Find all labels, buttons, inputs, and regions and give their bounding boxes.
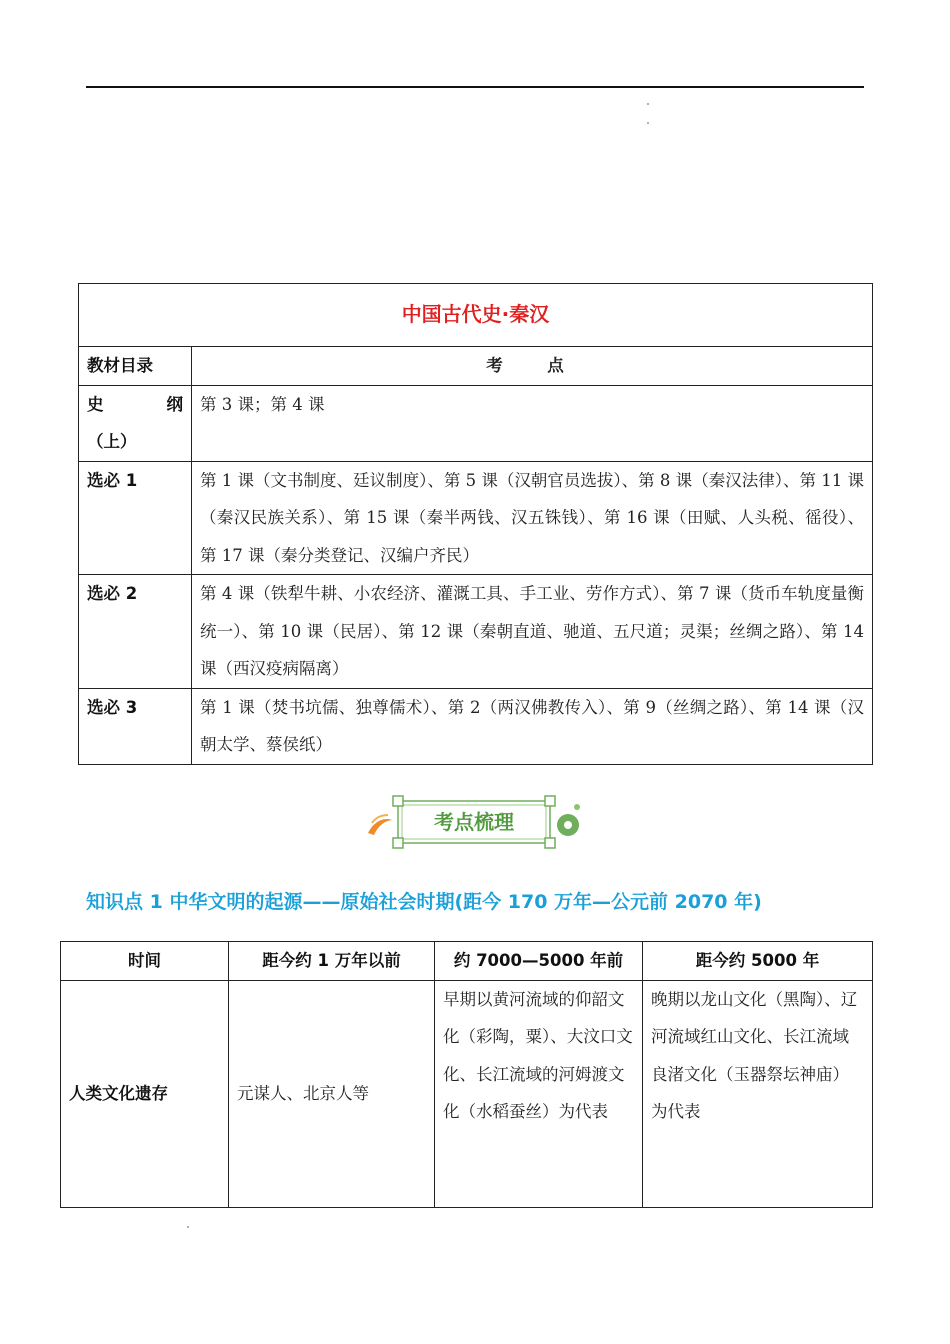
row-label: 人类文化遗存 xyxy=(61,980,229,1207)
table-row xyxy=(79,461,873,575)
row-content: 第 4 课（铁犁牛耕、小农经济、灌溉工具、手工业、劳作方式）、第 7 课（货币车轨度量衡统一）、第 10 课（民居）、第 12 课（秦朝直道、驰道、五尺道；灵渠；丝绸之路）、第 14 课（西汉疫病隔离） xyxy=(192,575,873,689)
row-content: 第 1 课（焚书坑儒、独尊儒术）、第 2（两汉佛教传入）、第 9（丝绸之路）、第 14 课（汉朝太学、蔡侯纸） xyxy=(192,688,873,764)
speck xyxy=(647,122,649,124)
table-title: 中国古代史·秦汉 xyxy=(79,284,873,347)
header-rule xyxy=(86,86,864,88)
header-exam-points: 考 点 xyxy=(192,347,873,386)
table-row xyxy=(79,688,873,764)
header-5000-years: 距今约 5000 年 xyxy=(643,942,873,981)
header-time: 时间 xyxy=(61,942,229,981)
speck xyxy=(187,1226,189,1228)
header-textbook: 教材目录 xyxy=(79,347,192,386)
green-flower-icon xyxy=(557,804,580,836)
row-label: 选必 2 xyxy=(79,575,192,689)
qin-han-syllabus-table xyxy=(78,283,873,765)
row-label: 选必 3 xyxy=(79,688,192,764)
table-row xyxy=(79,575,873,689)
table-row xyxy=(61,980,873,1207)
cell-early: 元谋人、北京人等 xyxy=(229,980,435,1207)
primitive-society-table xyxy=(60,941,873,1208)
header-7000-5000-years: 约 7000—5000 年前 xyxy=(435,942,643,981)
header-10000-years: 距今约 1 万年以前 xyxy=(229,942,435,981)
cell-middle: 早期以黄河流域的仰韶文化（彩陶，粟）、大汶口文化、长江流域的河姆渡文化（水稻蚕丝）为代表 xyxy=(435,980,643,1207)
row-label: 史 纲 （上） xyxy=(79,385,192,461)
row-content: 第 3 课；第 4 课 xyxy=(192,385,873,461)
row-content: 第 1 课（文书制度、廷议制度）、第 5 课（汉朝官员选拔）、第 8 课（秦汉法律）、第 11 课（秦汉民族关系）、第 15 课（秦半两钱、汉五铢钱）、第 16 课（田赋、人头税、徭役）、第 17 课（秦分类登记、汉编户齐民） xyxy=(192,461,873,575)
exam-points-badge xyxy=(362,793,588,851)
orange-swoosh-icon xyxy=(368,815,392,835)
table-row xyxy=(79,385,873,461)
row-label: 选必 1 xyxy=(79,461,192,575)
cell-late: 晚期以龙山文化（黑陶）、辽河流域红山文化、长江流域良渚文化（玉器祭坛神庙）为代表 xyxy=(643,980,873,1207)
section-title: 知识点 1 中华文明的起源——原始社会时期(距今 170 万年—公元前 2070 年) xyxy=(86,891,762,913)
badge-text: 考点梳理 xyxy=(434,810,514,834)
speck xyxy=(647,103,649,105)
